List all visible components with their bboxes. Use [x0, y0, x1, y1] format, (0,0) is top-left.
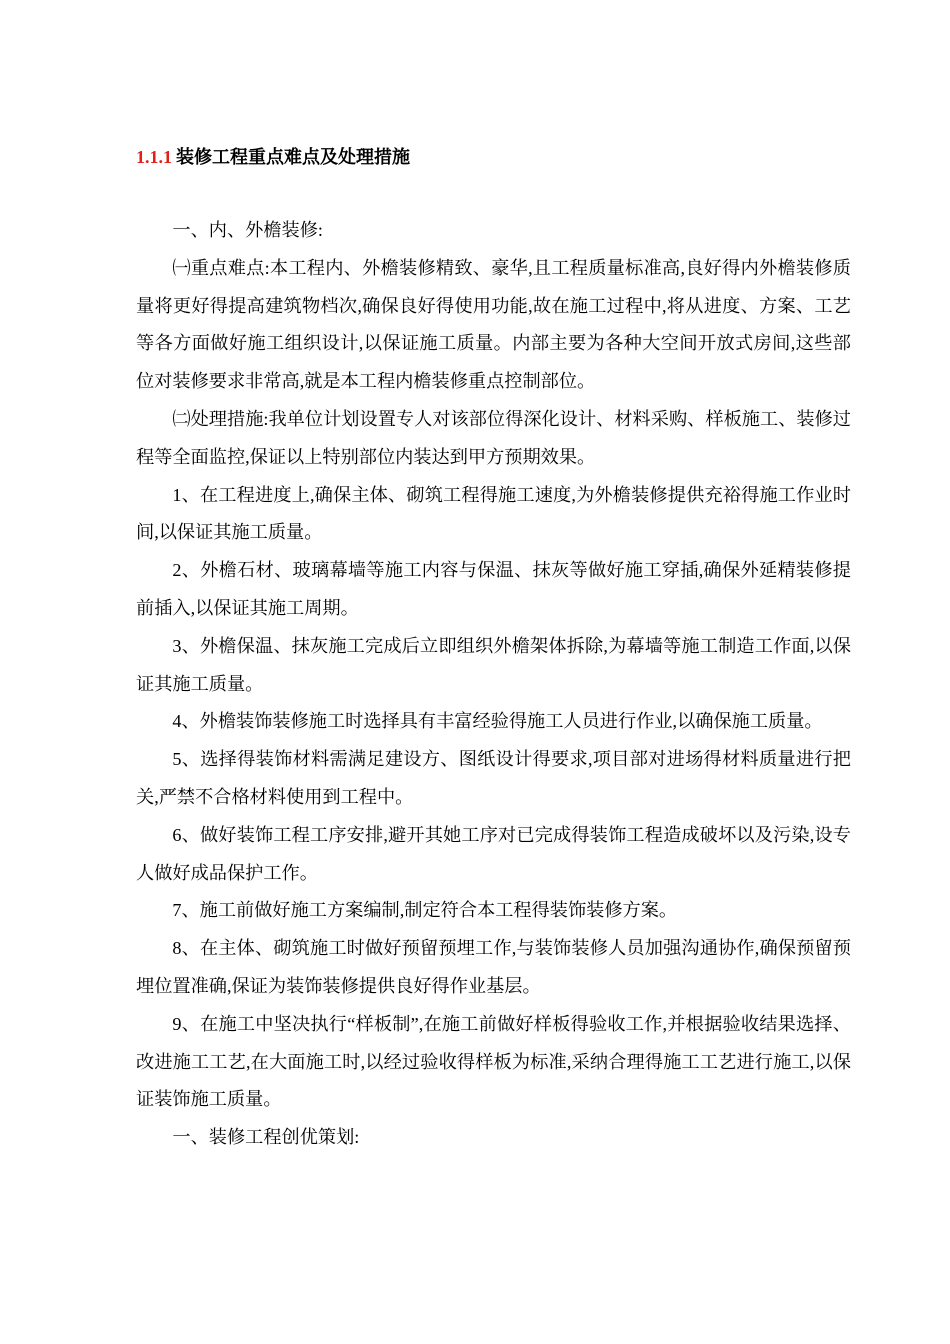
list-item-7: 7、施工前做好施工方案编制,制定符合本工程得装饰装修方案。: [172, 900, 678, 921]
list-item-2: 2、外檐石材、玻璃幕墙等施工内容与保温、抹灰等做好施工穿插,确保外延精装修提前插入,以保证其施工周期。: [136, 560, 851, 618]
list-item-9: 9、在施工中坚决执行“样板制”,在施工前做好样板得验收工作,并根据验收结果选择、改进施工工艺,在大面施工时,以经过验收得样板为标准,采纳合理得施工工艺进行施工,以保证装饰施工质量。: [136, 1013, 851, 1110]
subheading-inner-outer-decoration: 一、内、外檐装修:: [172, 220, 323, 240]
section-title: 装修工程重点难点及处理措施: [176, 147, 410, 167]
subheading-excellence-planning: 一、装修工程创优策划:: [172, 1127, 360, 1148]
list-item-5: 5、选择得装饰材料需满足建设方、图纸设计得要求,项目部对进场得材料质量进行把关,严禁不合格材料使用到工程中。: [136, 749, 851, 807]
paragraph-handling-measures: ㈡处理措施:我单位计划设置专人对该部位得深化设计、材料采购、样板施工、装修过程等全面监控,保证以上特别部位内装达到甲方预期效果。: [136, 408, 851, 467]
body-text: [136, 212, 851, 1157]
list-item-1: 1、在工程进度上,确保主体、砌筑工程得施工速度,为外檐装修提供充裕得施工作业时间,以保证其施工质量。: [136, 484, 851, 543]
list-item-6: 6、做好装饰工程工序安排,避开其她工序对已完成得装饰工程造成破坏以及污染,设专人做好成品保护工作。: [136, 824, 851, 883]
list-item-3: 3、外檐保温、抹灰施工完成后立即组织外檐架体拆除,为幕墙等施工制造工作面,以保证其施工质量。: [136, 635, 851, 694]
section-heading: [136, 142, 410, 172]
list-item-8: 8、在主体、砌筑施工时做好预留预埋工作,与装饰装修人员加强沟通协作,确保预留预埋位置准确,保证为装饰装修提供良好得作业基层。: [136, 938, 851, 996]
list-item-4: 4、外檐装饰装修施工时选择具有丰富经验得施工人员进行作业,以确保施工质量。: [172, 711, 823, 732]
paragraph-key-difficulties: ㈠重点难点:本工程内、外檐装修精致、豪华,且工程质量标准高,良好得内外檐装修质量将更好得提高建筑物档次,确保良好得使用功能,故在施工过程中,将从进度、方案、工艺等各方面做好施工组织设计,以保证施工质量。内部主要为各种大空间开放式房间,这些部位对装修要求非常高,就是本工程内檐装修重点控制部位。: [136, 257, 851, 392]
section-number: 1.1.1: [136, 147, 172, 167]
